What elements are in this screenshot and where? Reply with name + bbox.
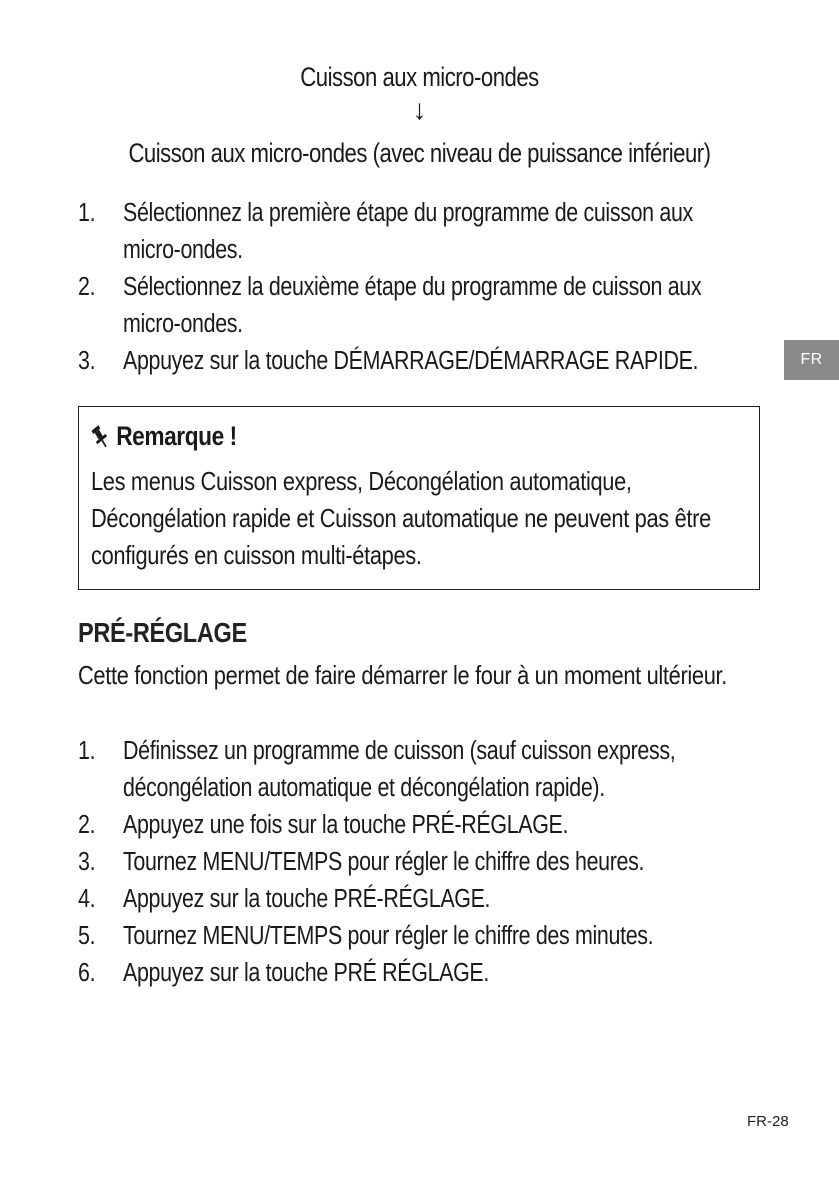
note-text: Les menus Cuisson express, Décongélation automatique, Décongélation rapide et Cuisson automatique ne peuvent pas être configurés en cuisson multi-étapes.: [91, 466, 711, 570]
language-tab: FR: [784, 340, 839, 380]
down-arrow-icon: ↓: [412, 94, 427, 125]
section-intro: Cette fonction permet de faire démarrer le four à un moment ultérieur.: [78, 660, 728, 690]
step-text: Définissez un programme de cuisson (sauf cuisson express, décongélation automatique et décongélation rapide).: [123, 737, 676, 802]
step-number: 1.: [78, 737, 96, 765]
step-text: Appuyez sur la touche PRÉ RÉGLAGE.: [123, 959, 489, 987]
step-number: 6.: [78, 959, 96, 987]
list-item: [78, 955, 839, 992]
list-item: [78, 269, 839, 343]
note-title-text: Remarque !: [116, 421, 237, 451]
section-heading: PRÉ-RÉGLAGE: [78, 617, 247, 648]
list-item: [78, 918, 839, 955]
step-number: 2.: [78, 273, 96, 301]
list-item: [78, 844, 839, 881]
step-text: Appuyez une fois sur la touche PRÉ-RÉGLAGE.: [123, 811, 569, 839]
list-item: [78, 195, 839, 269]
pushpin-icon: [91, 424, 109, 450]
step-number: 1.: [78, 199, 96, 227]
page-number: FR-28: [747, 1113, 789, 1130]
step-number: 2.: [78, 811, 96, 839]
list-item: [78, 807, 839, 844]
step-text: Appuyez sur la touche DÉMARRAGE/DÉMARRAGE RAPIDE.: [123, 347, 699, 375]
step-number: 4.: [78, 885, 96, 913]
steps-list-preset: [78, 733, 839, 992]
list-item: [78, 881, 839, 918]
list-item: [78, 343, 839, 380]
flow-top-line: Cuisson aux micro-ondes: [300, 62, 539, 92]
step-text: Tournez MENU/TEMPS pour régler le chiffre des minutes.: [123, 922, 654, 950]
step-text: Sélectionnez la deuxième étape du programme de cuisson aux micro-ondes.: [123, 273, 702, 338]
step-text: Appuyez sur la touche PRÉ-RÉGLAGE.: [123, 885, 491, 913]
step-number: 3.: [78, 347, 96, 375]
list-item: [78, 733, 839, 807]
flow-bottom-line: Cuisson aux micro-ondes (avec niveau de puissance inférieur): [128, 138, 711, 168]
steps-list-multistage: [78, 195, 839, 380]
step-text: Tournez MENU/TEMPS pour régler le chiffre des heures.: [123, 848, 645, 876]
note-box: [78, 406, 760, 590]
step-number: 3.: [78, 848, 96, 876]
step-text: Sélectionnez la première étape du programme de cuisson aux micro-ondes.: [123, 199, 693, 264]
step-number: 5.: [78, 922, 96, 950]
note-title: [91, 421, 237, 452]
